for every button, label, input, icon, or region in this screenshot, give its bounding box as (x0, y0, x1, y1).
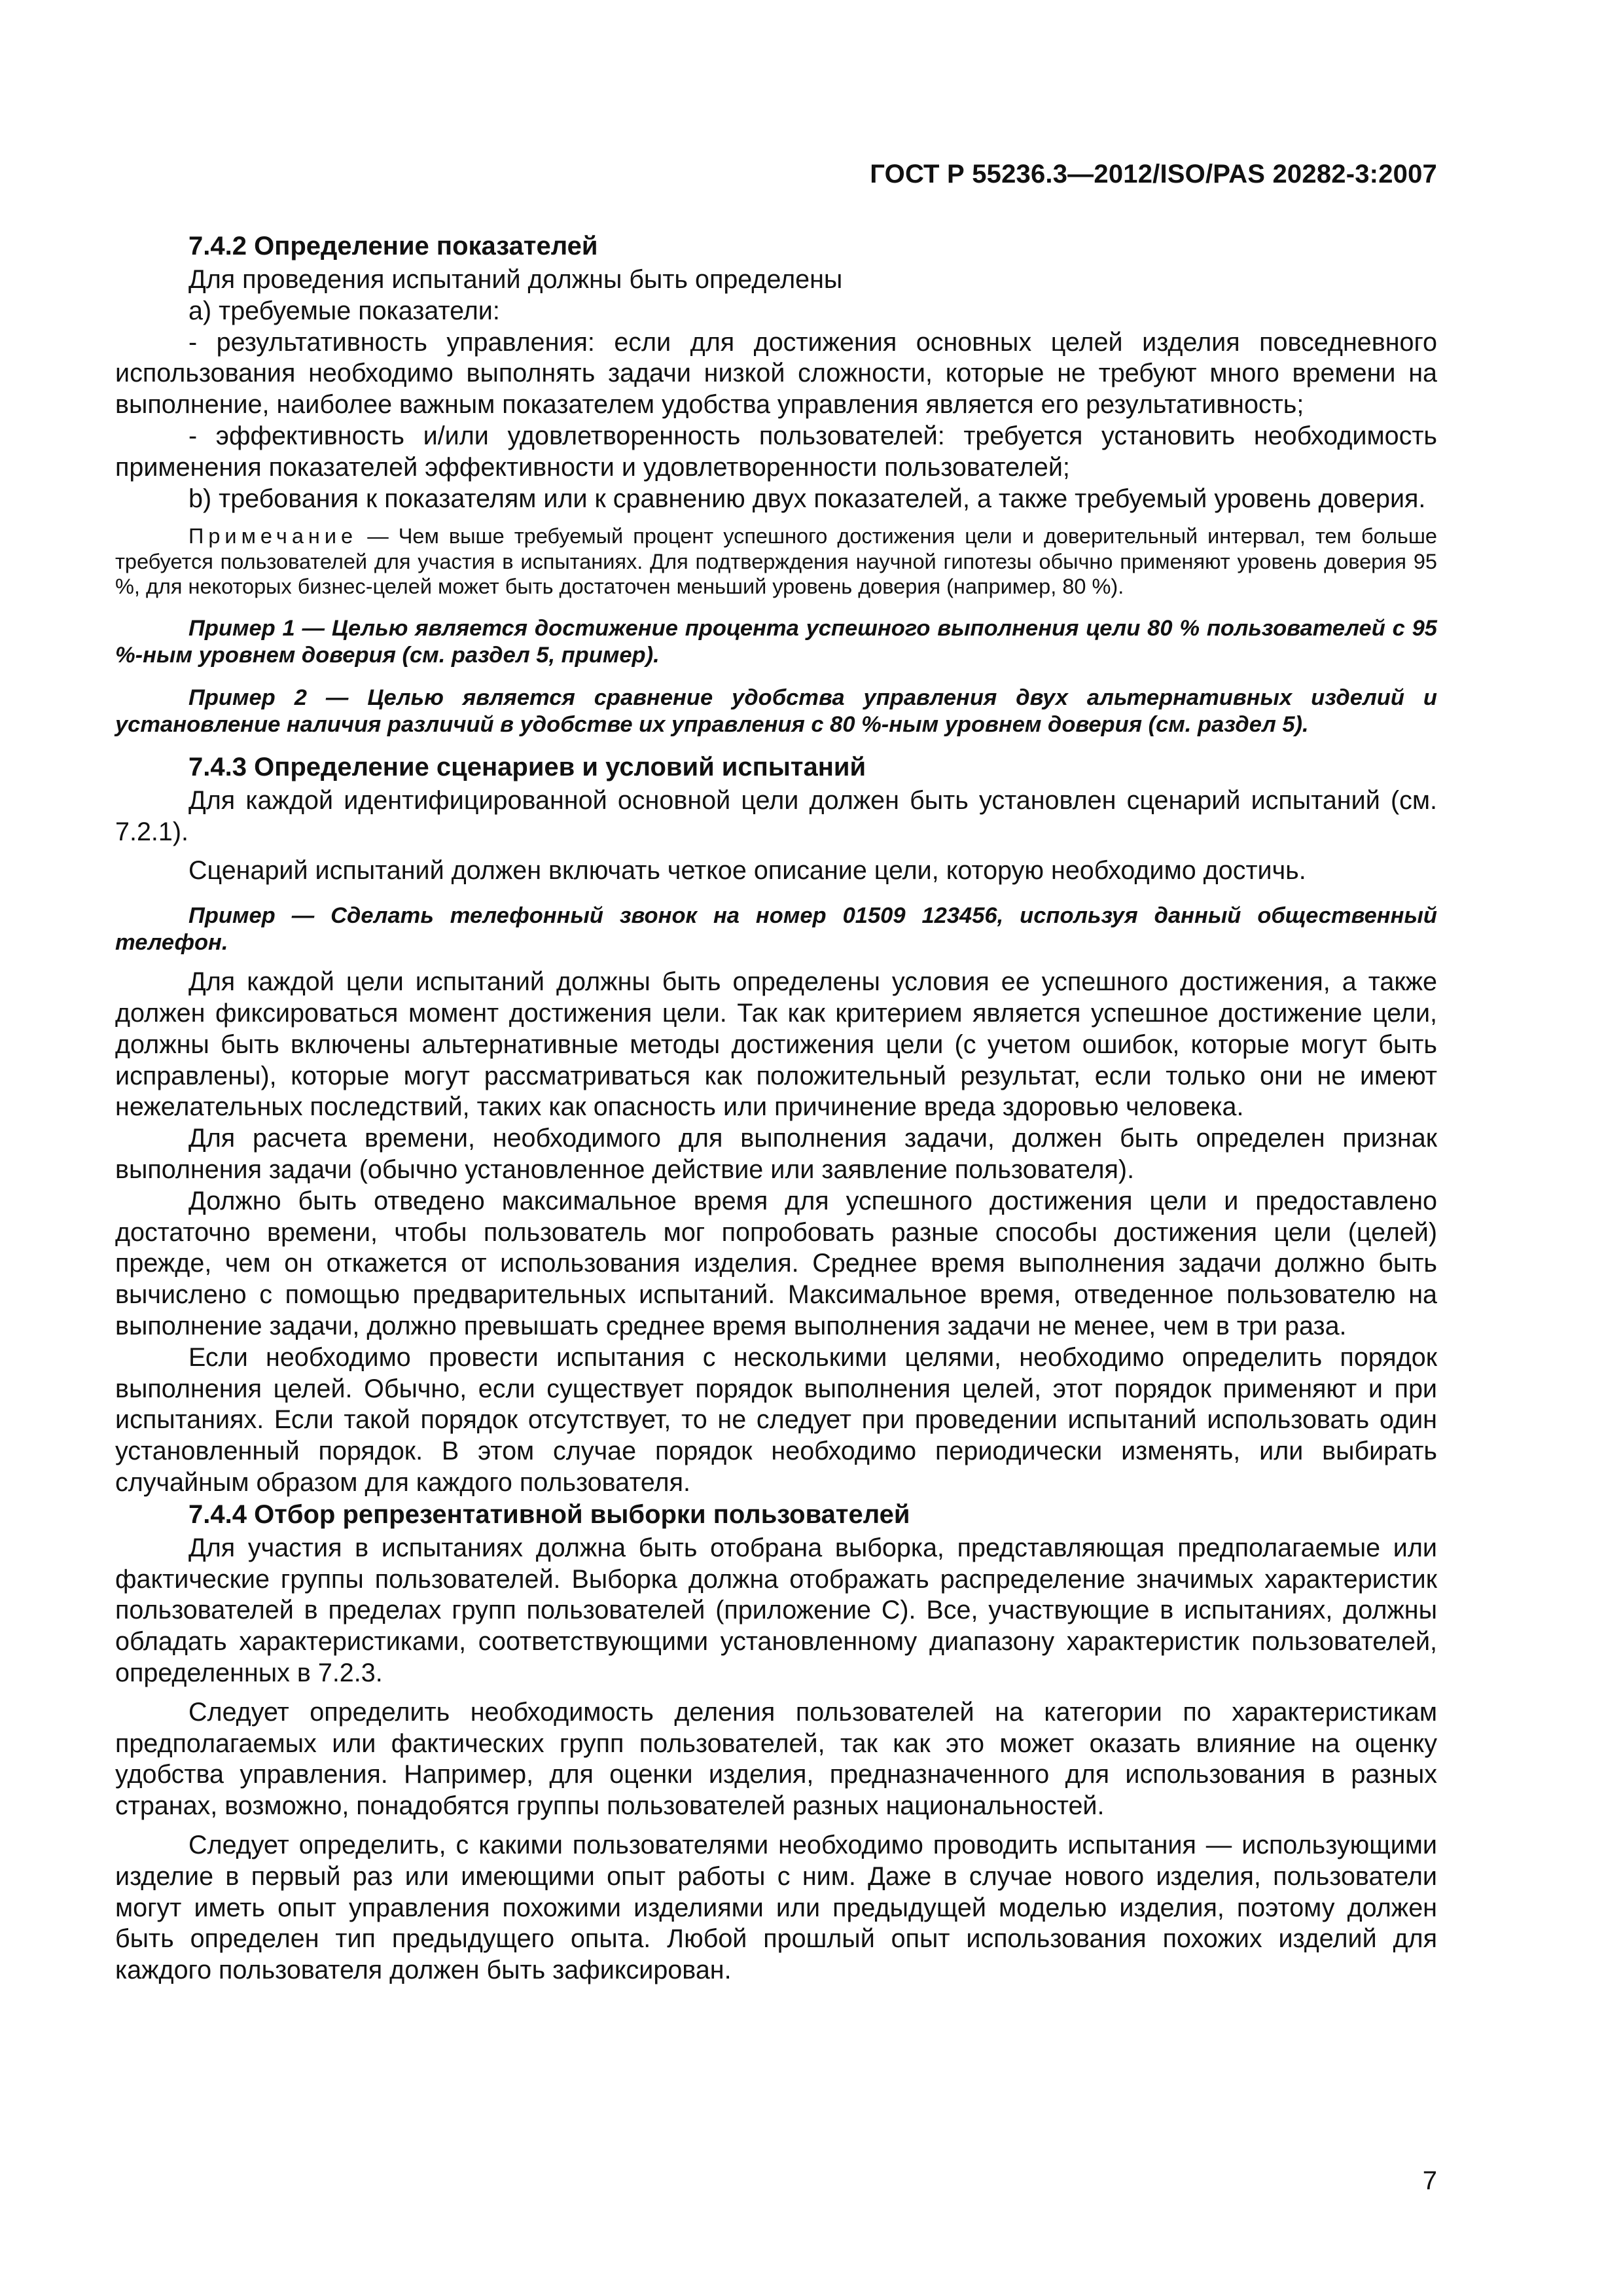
paragraph: Для проведения испытаний должны быть определены (188, 265, 843, 294)
list-item: - эффективность и/или удовлетворенность пользователей: требуется установить необходимость применения показателей эффективности и удовлетворенности пользователей; (115, 421, 1437, 482)
page-number: 7 (1422, 2166, 1437, 2195)
section-7-4-3-title: 7.4.3 Определение сценариев и условий испытаний (188, 752, 866, 781)
note-text: — Чем выше требуемый процент успешного достижения цели и доверительный интервал, тем больше требуется пользователей для участия в испытаниях. Для подтверждения научной гипотезы обычно применяют уровень доверия 95 %, для некоторых бизнес-целей может быть достаточен меньший уровень доверия (например, 80 %). (115, 524, 1437, 599)
section-7-4-2-title: 7.4.2 Определение показателей (188, 232, 598, 260)
paragraph: Следует определить необходимость деления пользователей на категории по характеристикам предполагаемых или фактических групп пользователей, так как это может оказать влияние на оценку удобства управления. Например, для оценки изделия, предназначенного для использования в разных странах, возможно, понадобятся группы пользователей разных национальностей. (115, 1697, 1437, 1821)
section-7-4-4-title: 7.4.4 Отбор репрезентативной выборки пользователей (188, 1499, 910, 1529)
list-item: - результативность управления: если для достижения основных целей изделия повседневного использования необходимо выполнять задачи низкой сложности, которые не требуют много времени на выполнение, наиболее важным показателем удобства управления является его результативность; (115, 327, 1437, 420)
example-3: Пример — Сделать телефонный звонок на номер 01509 123456, используя данный общественный телефон. (115, 903, 1437, 956)
page-content (115, 230, 1437, 1986)
paragraph: Если необходимо провести испытания с несколькими целями, необходимо определить порядок выполнения целей. Обычно, если существует порядок выполнения целей, этот порядок применяют и при испытаниях. Если такой порядок отсутствует, то не следует при проведении испытаний использовать один установленный порядок. В этом случае порядок необходимо периодически изменять, или выбирать случайным образом для каждого пользователя. (115, 1342, 1437, 1498)
example-2: Пример 2 — Целью является сравнение удобства управления двух альтернативных изделий и установление наличия различий в удобстве их управления с 80 %-ным уровнем доверия (см. раздел 5). (115, 685, 1437, 737)
list-item: b) требования к показателям или к сравнению двух показателей, а также требуемый уровень доверия. (188, 484, 1426, 513)
list-item: a) требуемые показатели: (188, 296, 500, 325)
example-1: Пример 1 — Целью является достижение процента успешного выполнения цели 80 % пользователей с 95 %-ным уровнем доверия (см. раздел 5, пример). (115, 615, 1437, 668)
document-header: ГОСТ Р 55236.3—2012/ISO/PAS 20282-3:2007 (870, 160, 1437, 188)
note-label: Примечание (188, 524, 358, 548)
paragraph: Для каждой идентифицированной основной цели должен быть установлен сценарий испытаний (см. 7.2.1). (115, 785, 1437, 846)
paragraph: Для каждой цели испытаний должны быть определены условия ее успешного достижения, а также должен фиксироваться момент достижения цели. Так как критерием является успешное достижение цели, должны быть включены альтернативные методы достижения цели (с учетом ошибок, которые могут быть исправлены), которые могут рассматриваться как положительный результат, если только они не имеют нежелательных последствий, таких как опасность или причинение вреда здоровью человека. (115, 967, 1437, 1122)
paragraph: Должно быть отведено максимальное время для успешного достижения цели и предоставлено достаточно времени, чтобы пользователь мог попробовать разные способы достижения цели (целей) прежде, чем он откажется от использования изделия. Среднее время выполнения задачи должно быть вычислено с помощью предварительных испытаний. Максимальное время, отведенное пользователю на выполнение задачи, должно превышать среднее время выполнения задачи не менее, чем в три раза. (115, 1186, 1437, 1341)
paragraph: Сценарий испытаний должен включать четкое описание цели, которую необходимо достичь. (188, 856, 1306, 886)
paragraph: Следует определить, с какими пользователями необходимо проводить испытания — использующими изделие в первый раз или имеющими опыт работы с ним. Даже в случае нового изделия, пользователи могут иметь опыт управления похожими изделиями или предыдущей моделью изделия, поэтому должен быть определен тип предыдущего опыта. Любой прошлый опыт использования похожих изделий для каждого пользователя должен быть зафиксирован. (115, 1830, 1437, 1985)
paragraph: Для участия в испытаниях должна быть отобрана выборка, представляющая предполагаемые или фактические группы пользователей. Выборка должна отображать распределение значимых характеристик пользователей в пределах групп пользователей (приложение С). Все, участвующие в испытаниях, должны обладать характеристиками, соответствующими установленному диапазону характеристик пользователей, определенных в 7.2.3. (115, 1533, 1437, 1687)
paragraph: Для расчета времени, необходимого для выполнения задачи, должен быть определен признак выполнения задачи (обычно установленное действие или заявление пользователя). (115, 1124, 1437, 1185)
note (115, 524, 1437, 600)
